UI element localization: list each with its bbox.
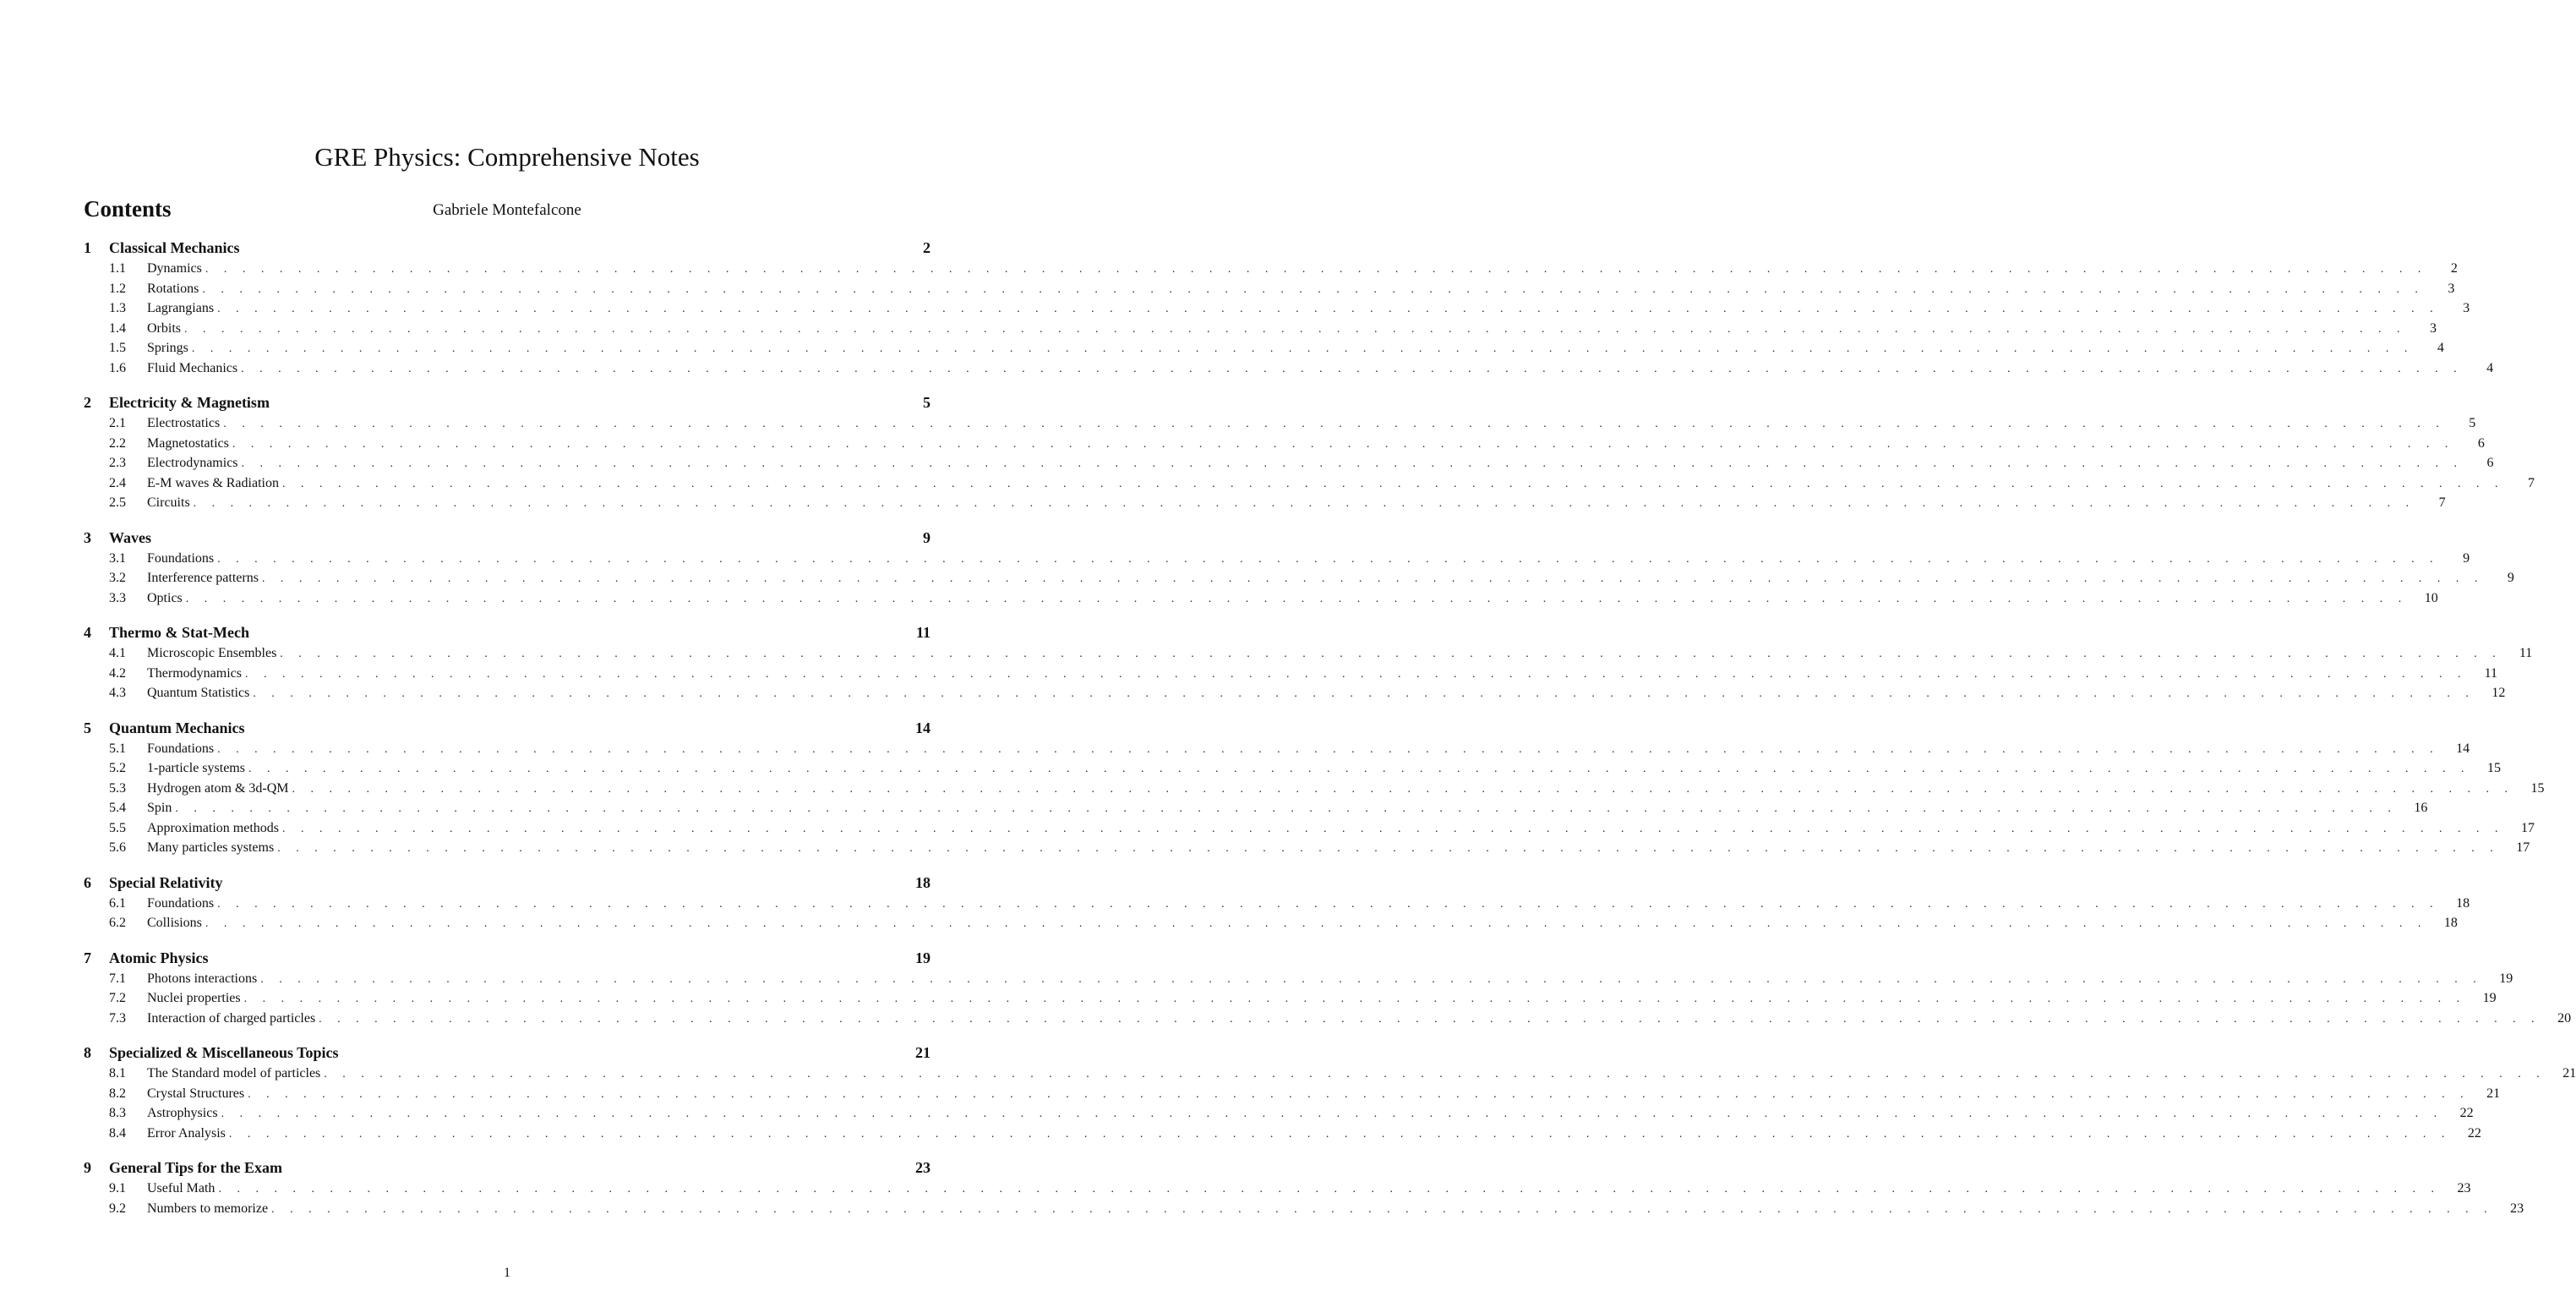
toc-subsection-entry[interactable] [84, 916, 2458, 936]
toc-subsection-entry[interactable] [84, 360, 2494, 381]
toc-subsection-title: Numbers to memorize [147, 1201, 269, 1216]
toc-subsection-number: 8.1 [109, 1066, 126, 1080]
toc-subsection-page: 18 [2443, 916, 2458, 930]
toc-section-entry[interactable] [84, 529, 931, 551]
toc-subsection-number: 2.3 [109, 456, 126, 470]
toc-subsection-entry[interactable] [84, 261, 2458, 282]
toc-subsection-number: 2.5 [109, 495, 126, 510]
toc-subsection-entry[interactable] [84, 1125, 2481, 1146]
toc-section-number: 8 [84, 1044, 91, 1061]
toc-subsection-page: 7 [2438, 495, 2446, 510]
document-title: GRE Physics: Comprehensive Notes [314, 142, 700, 172]
toc-section [84, 719, 2545, 861]
toc-subsection-entry[interactable] [84, 820, 2535, 841]
toc-section-number: 7 [84, 949, 91, 966]
toc-subsection-title: Crystal Structures [147, 1086, 245, 1101]
toc-subsection-entry[interactable] [84, 590, 2438, 611]
toc-section [84, 528, 2514, 611]
toc-section [84, 239, 2494, 380]
toc-subsection-entry[interactable] [84, 301, 2470, 321]
table-of-contents [84, 239, 2576, 1234]
toc-subsection-page: 15 [2486, 761, 2501, 775]
dot-leader: . . . . . . . . . . . . . . . . . . . . . . . . . . . . . . . . . . . . . . . . . . . . . . . . . . . . . . . . . . . . . . . . . . . . . . . . . . . . . . . . . . . . . . . . . . . . . . . . . . . . . . . . . . . . . . . . . . . . . . . . [281, 477, 2504, 490]
toc-subsection-page: 19 [2499, 971, 2513, 986]
toc-subsection-title: Magnetostatics [147, 435, 229, 451]
toc-subsection-title: E-M waves & Radiation [147, 475, 279, 490]
toc-section-number: 2 [84, 394, 91, 411]
toc-subsection-page: 4 [2437, 341, 2444, 355]
toc-subsection-number: 8.4 [109, 1125, 126, 1141]
toc-subsection-number: 9.1 [109, 1181, 126, 1195]
toc-subsection-number: 5.4 [109, 801, 126, 815]
toc-subsection-number: 5.3 [109, 780, 126, 796]
toc-subsection-page: 11 [2519, 646, 2533, 660]
toc-section [84, 394, 2535, 516]
toc-subsection-page: 4 [2486, 360, 2494, 375]
dot-leader: . . . . . . . . . . . . . . . . . . . . . . . . . . . . . . . . . . . . . . . . . . . . . . . . . . . . . . . . . . . . . . . . . . . . . . . . . . . . . . . . . . . . . . . . . . . . . . . . . . . . . . . . . . . . . . . . . . . . . . . . [217, 742, 2440, 756]
toc-subsection-number: 2.1 [109, 416, 126, 430]
toc-subsection-entry[interactable] [84, 456, 2494, 476]
toc-subsection-number: 8.3 [109, 1106, 126, 1120]
toc-subsection-title: Interaction of charged particles [147, 1010, 316, 1026]
toc-subsection-title: Springs [147, 341, 188, 355]
toc-subsection-number: 1.6 [109, 360, 126, 375]
dot-leader: . . . . . . . . . . . . . . . . . . . . . . . . . . . . . . . . . . . . . . . . . . . . . . . . . . . . . . . . . . . . . . . . . . . . . . . . . . . . . . . . . . . . . . . . . . . . . . . . . . . . . . . . . . . . . . . . . . . . . . . . [202, 282, 2425, 296]
toc-subsection-page: 18 [2456, 895, 2470, 911]
toc-subsection-entry[interactable] [84, 475, 2535, 496]
dot-leader: . . . . . . . . . . . . . . . . . . . . . . . . . . . . . . . . . . . . . . . . . . . . . . . . . . . . . . . . . . . . . . . . . . . . . . . . . . . . . . . . . . . . . . . . . . . . . . . . . . . . . . . . . . . . . . . . . . . . . . . . [191, 342, 2414, 355]
toc-section-page: 18 [915, 873, 931, 891]
toc-subsection-title: Foundations [147, 550, 215, 566]
toc-section-title: Quantum Mechanics [109, 719, 245, 736]
toc-subsection-number: 4.2 [109, 665, 126, 681]
toc-section-entry[interactable] [84, 239, 931, 261]
toc-subsection-title: 1-particle systems [147, 761, 245, 775]
dot-leader: . . . . . . . . . . . . . . . . . . . . . . . . . . . . . . . . . . . . . . . . . . . . . . . . . . . . . . . . . . . . . . . . . . . . . . . . . . . . . . . . . . . . . . . . . . . . . . . . . . . . . . . . . . . . . . . . . . . . . . . . [193, 497, 2415, 510]
toc-subsection-number: 5.6 [109, 840, 126, 855]
toc-subsection-title: Rotations [147, 281, 199, 296]
toc-section-page: 11 [915, 624, 931, 641]
toc-section [84, 873, 2470, 936]
toc-section-entry[interactable] [84, 394, 931, 416]
dot-leader: . . . . . . . . . . . . . . . . . . . . . . . . . . . . . . . . . . . . . . . . . . . . . . . . . . . . . . . . . . . . . . . . . . . . . . . . . . . . . . . . . . . . . . . . . . . . . . . . . . . . . . . . . . . . . . . . . . . . . . . . [292, 782, 2514, 796]
dot-leader: . . . . . . . . . . . . . . . . . . . . . . . . . . . . . . . . . . . . . . . . . . . . . . . . . . . . . . . . . . . . . . . . . . . . . . . . . . . . . . . . . . . . . . . . . . . . . . . . . . . . . . . . . . . . . . . . . . . . . . . . [261, 572, 2484, 585]
toc-section-number: 4 [84, 624, 91, 641]
toc-subsection-number: 1.5 [109, 341, 126, 355]
toc-section-entry[interactable] [84, 1044, 931, 1066]
toc-subsection-title: Approximation methods [147, 820, 279, 835]
toc-section-entry[interactable] [84, 1159, 931, 1181]
toc-subsection-page: 22 [2467, 1125, 2481, 1141]
toc-subsection-entry[interactable] [84, 281, 2455, 302]
toc-subsection-number: 1.2 [109, 281, 126, 296]
toc-subsection-title: Nuclei properties [147, 991, 241, 1005]
toc-section-page: 19 [915, 949, 931, 966]
toc-subsection-page: 20 [2557, 1010, 2572, 1026]
toc-section-title: Classical Mechanics [109, 239, 240, 256]
toc-subsection-title: Circuits [147, 495, 190, 510]
toc-subsection-number: 2.2 [109, 435, 126, 451]
toc-subsection-entry[interactable] [84, 840, 2530, 861]
toc-subsection-page: 9 [2463, 550, 2470, 566]
toc-section-title: Waves [109, 528, 152, 546]
toc-subsection-page: 21 [2562, 1066, 2576, 1080]
toc-subsection-title: Hydrogen atom & 3d-QM [147, 780, 289, 796]
toc-subsection-entry[interactable] [84, 1201, 2524, 1222]
dot-leader: . . . . . . . . . . . . . . . . . . . . . . . . . . . . . . . . . . . . . . . . . . . . . . . . . . . . . . . . . . . . . . . . . . . . . . . . . . . . . . . . . . . . . . . . . . . . . . . . . . . . . . . . . . . . . . . . . . . . . . . . [217, 897, 2440, 911]
dot-leader: . . . . . . . . . . . . . . . . . . . . . . . . . . . . . . . . . . . . . . . . . . . . . . . . . . . . . . . . . . . . . . . . . . . . . . . . . . . . . . . . . . . . . . . . . . . . . . . . . . . . . . . . . . . . . . . . . . . . . . . . [228, 1127, 2451, 1141]
toc-subsection-title: Lagrangians [147, 301, 215, 315]
toc-subsection-entry[interactable] [84, 761, 2501, 781]
toc-subsection-title: Astrophysics [147, 1106, 218, 1120]
page-number: 1 [504, 1266, 510, 1280]
toc-section-page: 14 [915, 719, 931, 736]
toc-section-entry[interactable] [84, 719, 931, 741]
toc-subsection-number: 1.4 [109, 320, 126, 336]
dot-leader: . . . . . . . . . . . . . . . . . . . . . . . . . . . . . . . . . . . . . . . . . . . . . . . . . . . . . . . . . . . . . . . . . . . . . . . . . . . . . . . . . . . . . . . . . . . . . . . . . . . . . . . . . . . . . . . . . . . . . . . . [243, 993, 2466, 1005]
dot-leader: . . . . . . . . . . . . . . . . . . . . . . . . . . . . . . . . . . . . . . . . . . . . . . . . . . . . . . . . . . . . . . . . . . . . . . . . . . . . . . . . . . . . . . . . . . . . . . . . . . . . . . . . . . . . . . . . . . . . . . . . [223, 418, 2446, 430]
toc-section-number: 3 [84, 528, 91, 546]
toc-section-title: Electricity & Magnetism [109, 394, 270, 411]
toc-subsection-entry[interactable] [84, 320, 2437, 342]
toc-subsection-title: Collisions [147, 916, 202, 930]
toc-subsection-entry[interactable] [84, 686, 2506, 706]
dot-leader: . . . . . . . . . . . . . . . . . . . . . . . . . . . . . . . . . . . . . . . . . . . . . . . . . . . . . . . . . . . . . . . . . . . . . . . . . . . . . . . . . . . . . . . . . . . . . . . . . . . . . . . . . . . . . . . . . . . . . . . . [244, 667, 2467, 681]
toc-subsection-title: Quantum Statistics [147, 686, 250, 700]
toc-subsection-entry[interactable] [84, 1010, 2572, 1031]
toc-subsection-entry[interactable] [84, 991, 2497, 1011]
toc-subsection-number: 8.2 [109, 1086, 126, 1101]
toc-section-page: 9 [923, 528, 931, 546]
toc-subsection-page: 14 [2456, 741, 2470, 756]
dot-leader: . . . . . . . . . . . . . . . . . . . . . . . . . . . . . . . . . . . . . . . . . . . . . . . . . . . . . . . . . . . . . . . . . . . . . . . . . . . . . . . . . . . . . . . . . . . . . . . . . . . . . . . . . . . . . . . . . . . . . . . . [185, 592, 2408, 605]
toc-subsection-title: Orbits [147, 320, 181, 336]
author-name: Gabriele Montefalcone [433, 201, 581, 219]
toc-subsection-number: 1.3 [109, 301, 126, 315]
toc-subsection-page: 6 [2477, 435, 2485, 451]
toc-subsection-number: 4.1 [109, 646, 126, 660]
toc-subsection-title: Electrodynamics [147, 456, 238, 470]
dot-leader: . . . . . . . . . . . . . . . . . . . . . . . . . . . . . . . . . . . . . . . . . . . . . . . . . . . . . . . . . . . . . . . . . . . . . . . . . . . . . . . . . . . . . . . . . . . . . . . . . . . . . . . . . . . . . . . . . . . . . . . . [175, 802, 2398, 815]
dot-leader: . . . . . . . . . . . . . . . . . . . . . . . . . . . . . . . . . . . . . . . . . . . . . . . . . . . . . . . . . . . . . . . . . . . . . . . . . . . . . . . . . . . . . . . . . . . . . . . . . . . . . . . . . . . . . . . . . . . . . . . . [218, 1183, 2441, 1195]
toc-section-number: 9 [84, 1159, 91, 1176]
toc-subsection-entry[interactable] [84, 495, 2446, 516]
toc-subsection-number: 3.2 [109, 571, 126, 585]
toc-section-page: 5 [923, 394, 931, 411]
dot-leader: . . . . . . . . . . . . . . . . . . . . . . . . . . . . . . . . . . . . . . . . . . . . . . . . . . . . . . . . . . . . . . . . . . . . . . . . . . . . . . . . . . . . . . . . . . . . . . . . . . . . . . . . . . . . . . . . . . . . . . . . [324, 1068, 2546, 1080]
toc-section-title: Atomic Physics [109, 949, 209, 966]
toc-subsection-page: 23 [2510, 1201, 2524, 1216]
toc-subsection-entry[interactable] [84, 435, 2485, 457]
dot-leader: . . . . . . . . . . . . . . . . . . . . . . . . . . . . . . . . . . . . . . . . . . . . . . . . . . . . . . . . . . . . . . . . . . . . . . . . . . . . . . . . . . . . . . . . . . . . . . . . . . . . . . . . . . . . . . . . . . . . . . . . [248, 763, 2470, 775]
dot-leader: . . . . . . . . . . . . . . . . . . . . . . . . . . . . . . . . . . . . . . . . . . . . . . . . . . . . . . . . . . . . . . . . . . . . . . . . . . . . . . . . . . . . . . . . . . . . . . . . . . . . . . . . . . . . . . . . . . . . . . . . [232, 437, 2454, 451]
toc-subsection-page: 6 [2486, 456, 2494, 470]
toc-subsection-number: 9.2 [109, 1201, 126, 1216]
toc-subsection-title: The Standard model of particles [147, 1066, 321, 1080]
toc-subsection-title: Spin [147, 801, 172, 815]
dot-leader: . . . . . . . . . . . . . . . . . . . . . . . . . . . . . . . . . . . . . . . . . . . . . . . . . . . . . . . . . . . . . . . . . . . . . . . . . . . . . . . . . . . . . . . . . . . . . . . . . . . . . . . . . . . . . . . . . . . . . . . . [248, 1087, 2470, 1101]
toc-section-title: General Tips for the Exam [109, 1159, 283, 1176]
toc-subsection-page: 11 [2484, 665, 2497, 681]
toc-subsection-title: Optics [147, 590, 183, 605]
dot-leader: . . . . . . . . . . . . . . . . . . . . . . . . . . . . . . . . . . . . . . . . . . . . . . . . . . . . . . . . . . . . . . . . . . . . . . . . . . . . . . . . . . . . . . . . . . . . . . . . . . . . . . . . . . . . . . . . . . . . . . . . [184, 322, 2406, 336]
dot-leader: . . . . . . . . . . . . . . . . . . . . . . . . . . . . . . . . . . . . . . . . . . . . . . . . . . . . . . . . . . . . . . . . . . . . . . . . . . . . . . . . . . . . . . . . . . . . . . . . . . . . . . . . . . . . . . . . . . . . . . . . [253, 687, 2475, 700]
toc-subsection-entry[interactable] [84, 741, 2470, 762]
toc-subsection-number: 2.4 [109, 475, 126, 490]
toc-subsection-title: Photons interactions [147, 971, 258, 986]
toc-subsection-page: 3 [2463, 301, 2470, 315]
toc-section-entry[interactable] [84, 949, 931, 971]
toc-subsection-title: Thermodynamics [147, 665, 242, 681]
toc-subsection-entry[interactable] [84, 801, 2428, 821]
toc-subsection-page: 3 [2448, 281, 2455, 296]
toc-subsection-page: 22 [2459, 1106, 2474, 1120]
dot-leader: . . . . . . . . . . . . . . . . . . . . . . . . . . . . . . . . . . . . . . . . . . . . . . . . . . . . . . . . . . . . . . . . . . . . . . . . . . . . . . . . . . . . . . . . . . . . . . . . . . . . . . . . . . . . . . . . . . . . . . . . [217, 552, 2440, 566]
toc-subsection-number: 5.5 [109, 820, 126, 835]
toc-section-title: Specialized & Miscellaneous Topics [109, 1044, 339, 1061]
toc-subsection-number: 7.2 [109, 991, 126, 1005]
toc-subsection-entry[interactable] [84, 895, 2470, 916]
toc-subsection-page: 15 [2530, 780, 2545, 796]
toc-subsection-entry[interactable] [84, 571, 2514, 591]
toc-subsection-entry[interactable] [84, 341, 2444, 361]
toc-subsection-title: Interference patterns [147, 571, 259, 585]
toc-subsection-title: Error Analysis [147, 1125, 226, 1141]
toc-subsection-page: 9 [2507, 571, 2514, 585]
toc-section [84, 1044, 2576, 1146]
toc-subsection-entry[interactable] [84, 1106, 2474, 1126]
toc-subsection-entry[interactable] [84, 550, 2470, 572]
toc-subsection-number: 5.1 [109, 741, 126, 756]
toc-section [84, 1159, 2524, 1221]
toc-subsection-title: Useful Math [147, 1181, 216, 1195]
toc-subsection-page: 16 [2414, 801, 2428, 815]
toc-section-page: 21 [915, 1044, 931, 1061]
dot-leader: . . . . . . . . . . . . . . . . . . . . . . . . . . . . . . . . . . . . . . . . . . . . . . . . . . . . . . . . . . . . . . . . . . . . . . . . . . . . . . . . . . . . . . . . . . . . . . . . . . . . . . . . . . . . . . . . . . . . . . . . [241, 457, 2464, 470]
toc-section-title: Special Relativity [109, 873, 223, 891]
dot-leader: . . . . . . . . . . . . . . . . . . . . . . . . . . . . . . . . . . . . . . . . . . . . . . . . . . . . . . . . . . . . . . . . . . . . . . . . . . . . . . . . . . . . . . . . . . . . . . . . . . . . . . . . . . . . . . . . . . . . . . . . [241, 362, 2464, 375]
toc-subsection-number: 6.1 [109, 895, 126, 911]
toc-subsection-page: 7 [2527, 475, 2535, 490]
toc-subsection-entry[interactable] [84, 646, 2533, 666]
dot-leader: . . . . . . . . . . . . . . . . . . . . . . . . . . . . . . . . . . . . . . . . . . . . . . . . . . . . . . . . . . . . . . . . . . . . . . . . . . . . . . . . . . . . . . . . . . . . . . . . . . . . . . . . . . . . . . . . . . . . . . . . [260, 972, 2483, 986]
toc-subsection-page: 17 [2516, 840, 2530, 855]
toc-section-title: Thermo & Stat-Mech [109, 624, 249, 641]
toc-section-entry[interactable] [84, 624, 931, 646]
toc-subsection-page: 19 [2482, 991, 2497, 1005]
dot-leader: . . . . . . . . . . . . . . . . . . . . . . . . . . . . . . . . . . . . . . . . . . . . . . . . . . . . . . . . . . . . . . . . . . . . . . . . . . . . . . . . . . . . . . . . . . . . . . . . . . . . . . . . . . . . . . . . . . . . . . . . [280, 648, 2502, 660]
toc-subsection-title: Many particles systems [147, 840, 275, 855]
toc-section-page: 2 [923, 239, 931, 256]
toc-subsection-number: 6.2 [109, 916, 126, 930]
toc-subsection-page: 17 [2520, 820, 2535, 835]
dot-leader: . . . . . . . . . . . . . . . . . . . . . . . . . . . . . . . . . . . . . . . . . . . . . . . . . . . . . . . . . . . . . . . . . . . . . . . . . . . . . . . . . . . . . . . . . . . . . . . . . . . . . . . . . . . . . . . . . . . . . . . . [205, 917, 2427, 930]
dot-leader: . . . . . . . . . . . . . . . . . . . . . . . . . . . . . . . . . . . . . . . . . . . . . . . . . . . . . . . . . . . . . . . . . . . . . . . . . . . . . . . . . . . . . . . . . . . . . . . . . . . . . . . . . . . . . . . . . . . . . . . . [319, 1012, 2541, 1026]
toc-subsection-page: 3 [2430, 320, 2437, 336]
toc-subsection-page: 2 [2450, 261, 2458, 276]
toc-subsection-entry[interactable] [84, 1181, 2471, 1201]
toc-subsection-number: 5.2 [109, 761, 126, 775]
toc-subsection-page: 23 [2457, 1181, 2471, 1195]
toc-subsection-number: 3.1 [109, 550, 126, 566]
dot-leader: . . . . . . . . . . . . . . . . . . . . . . . . . . . . . . . . . . . . . . . . . . . . . . . . . . . . . . . . . . . . . . . . . . . . . . . . . . . . . . . . . . . . . . . . . . . . . . . . . . . . . . . . . . . . . . . . . . . . . . . . [271, 1202, 2494, 1216]
dot-leader: . . . . . . . . . . . . . . . . . . . . . . . . . . . . . . . . . . . . . . . . . . . . . . . . . . . . . . . . . . . . . . . . . . . . . . . . . . . . . . . . . . . . . . . . . . . . . . . . . . . . . . . . . . . . . . . . . . . . . . . . [217, 303, 2440, 315]
toc-subsection-page: 12 [2491, 686, 2506, 700]
toc-subsection-title: Fluid Mechanics [147, 360, 238, 375]
toc-subsection-title: Microscopic Ensembles [147, 646, 277, 660]
toc-subsection-number: 7.1 [109, 971, 126, 986]
dot-leader: . . . . . . . . . . . . . . . . . . . . . . . . . . . . . . . . . . . . . . . . . . . . . . . . . . . . . . . . . . . . . . . . . . . . . . . . . . . . . . . . . . . . . . . . . . . . . . . . . . . . . . . . . . . . . . . . . . . . . . . . [221, 1108, 2443, 1120]
toc-section-entry[interactable] [84, 874, 931, 896]
dot-leader: . . . . . . . . . . . . . . . . . . . . . . . . . . . . . . . . . . . . . . . . . . . . . . . . . . . . . . . . . . . . . . . . . . . . . . . . . . . . . . . . . . . . . . . . . . . . . . . . . . . . . . . . . . . . . . . . . . . . . . . . [277, 842, 2500, 855]
toc-section [84, 949, 2572, 1031]
toc-section-page: 23 [915, 1159, 931, 1176]
toc-subsection-page: 5 [2469, 416, 2476, 430]
toc-subsection-entry[interactable] [84, 1066, 2576, 1086]
toc-subsection-entry[interactable] [84, 971, 2513, 992]
toc-subsection-title: Dynamics [147, 261, 202, 276]
toc-subsection-title: Electrostatics [147, 416, 221, 430]
toc-section-number: 5 [84, 719, 91, 736]
toc-subsection-number: 7.3 [109, 1010, 126, 1026]
toc-subsection-page: 21 [2486, 1086, 2501, 1101]
toc-section-number: 6 [84, 873, 91, 891]
toc-subsection-entry[interactable] [84, 665, 2497, 687]
dot-leader: . . . . . . . . . . . . . . . . . . . . . . . . . . . . . . . . . . . . . . . . . . . . . . . . . . . . . . . . . . . . . . . . . . . . . . . . . . . . . . . . . . . . . . . . . . . . . . . . . . . . . . . . . . . . . . . . . . . . . . . . [281, 822, 2504, 835]
toc-subsection-entry[interactable] [84, 416, 2476, 436]
toc-subsection-title: Foundations [147, 895, 215, 911]
toc-subsection-number: 3.3 [109, 590, 126, 605]
toc-section-number: 1 [84, 239, 91, 256]
contents-heading: Contents [84, 196, 172, 222]
toc-section [84, 624, 2533, 706]
toc-subsection-number: 1.1 [109, 261, 126, 276]
toc-subsection-title: Foundations [147, 741, 215, 756]
toc-subsection-entry[interactable] [84, 1086, 2501, 1107]
toc-subsection-number: 4.3 [109, 686, 126, 700]
toc-subsection-entry[interactable] [84, 780, 2545, 801]
toc-subsection-page: 10 [2424, 590, 2438, 605]
dot-leader: . . . . . . . . . . . . . . . . . . . . . . . . . . . . . . . . . . . . . . . . . . . . . . . . . . . . . . . . . . . . . . . . . . . . . . . . . . . . . . . . . . . . . . . . . . . . . . . . . . . . . . . . . . . . . . . . . . . . . . . . [205, 263, 2427, 276]
